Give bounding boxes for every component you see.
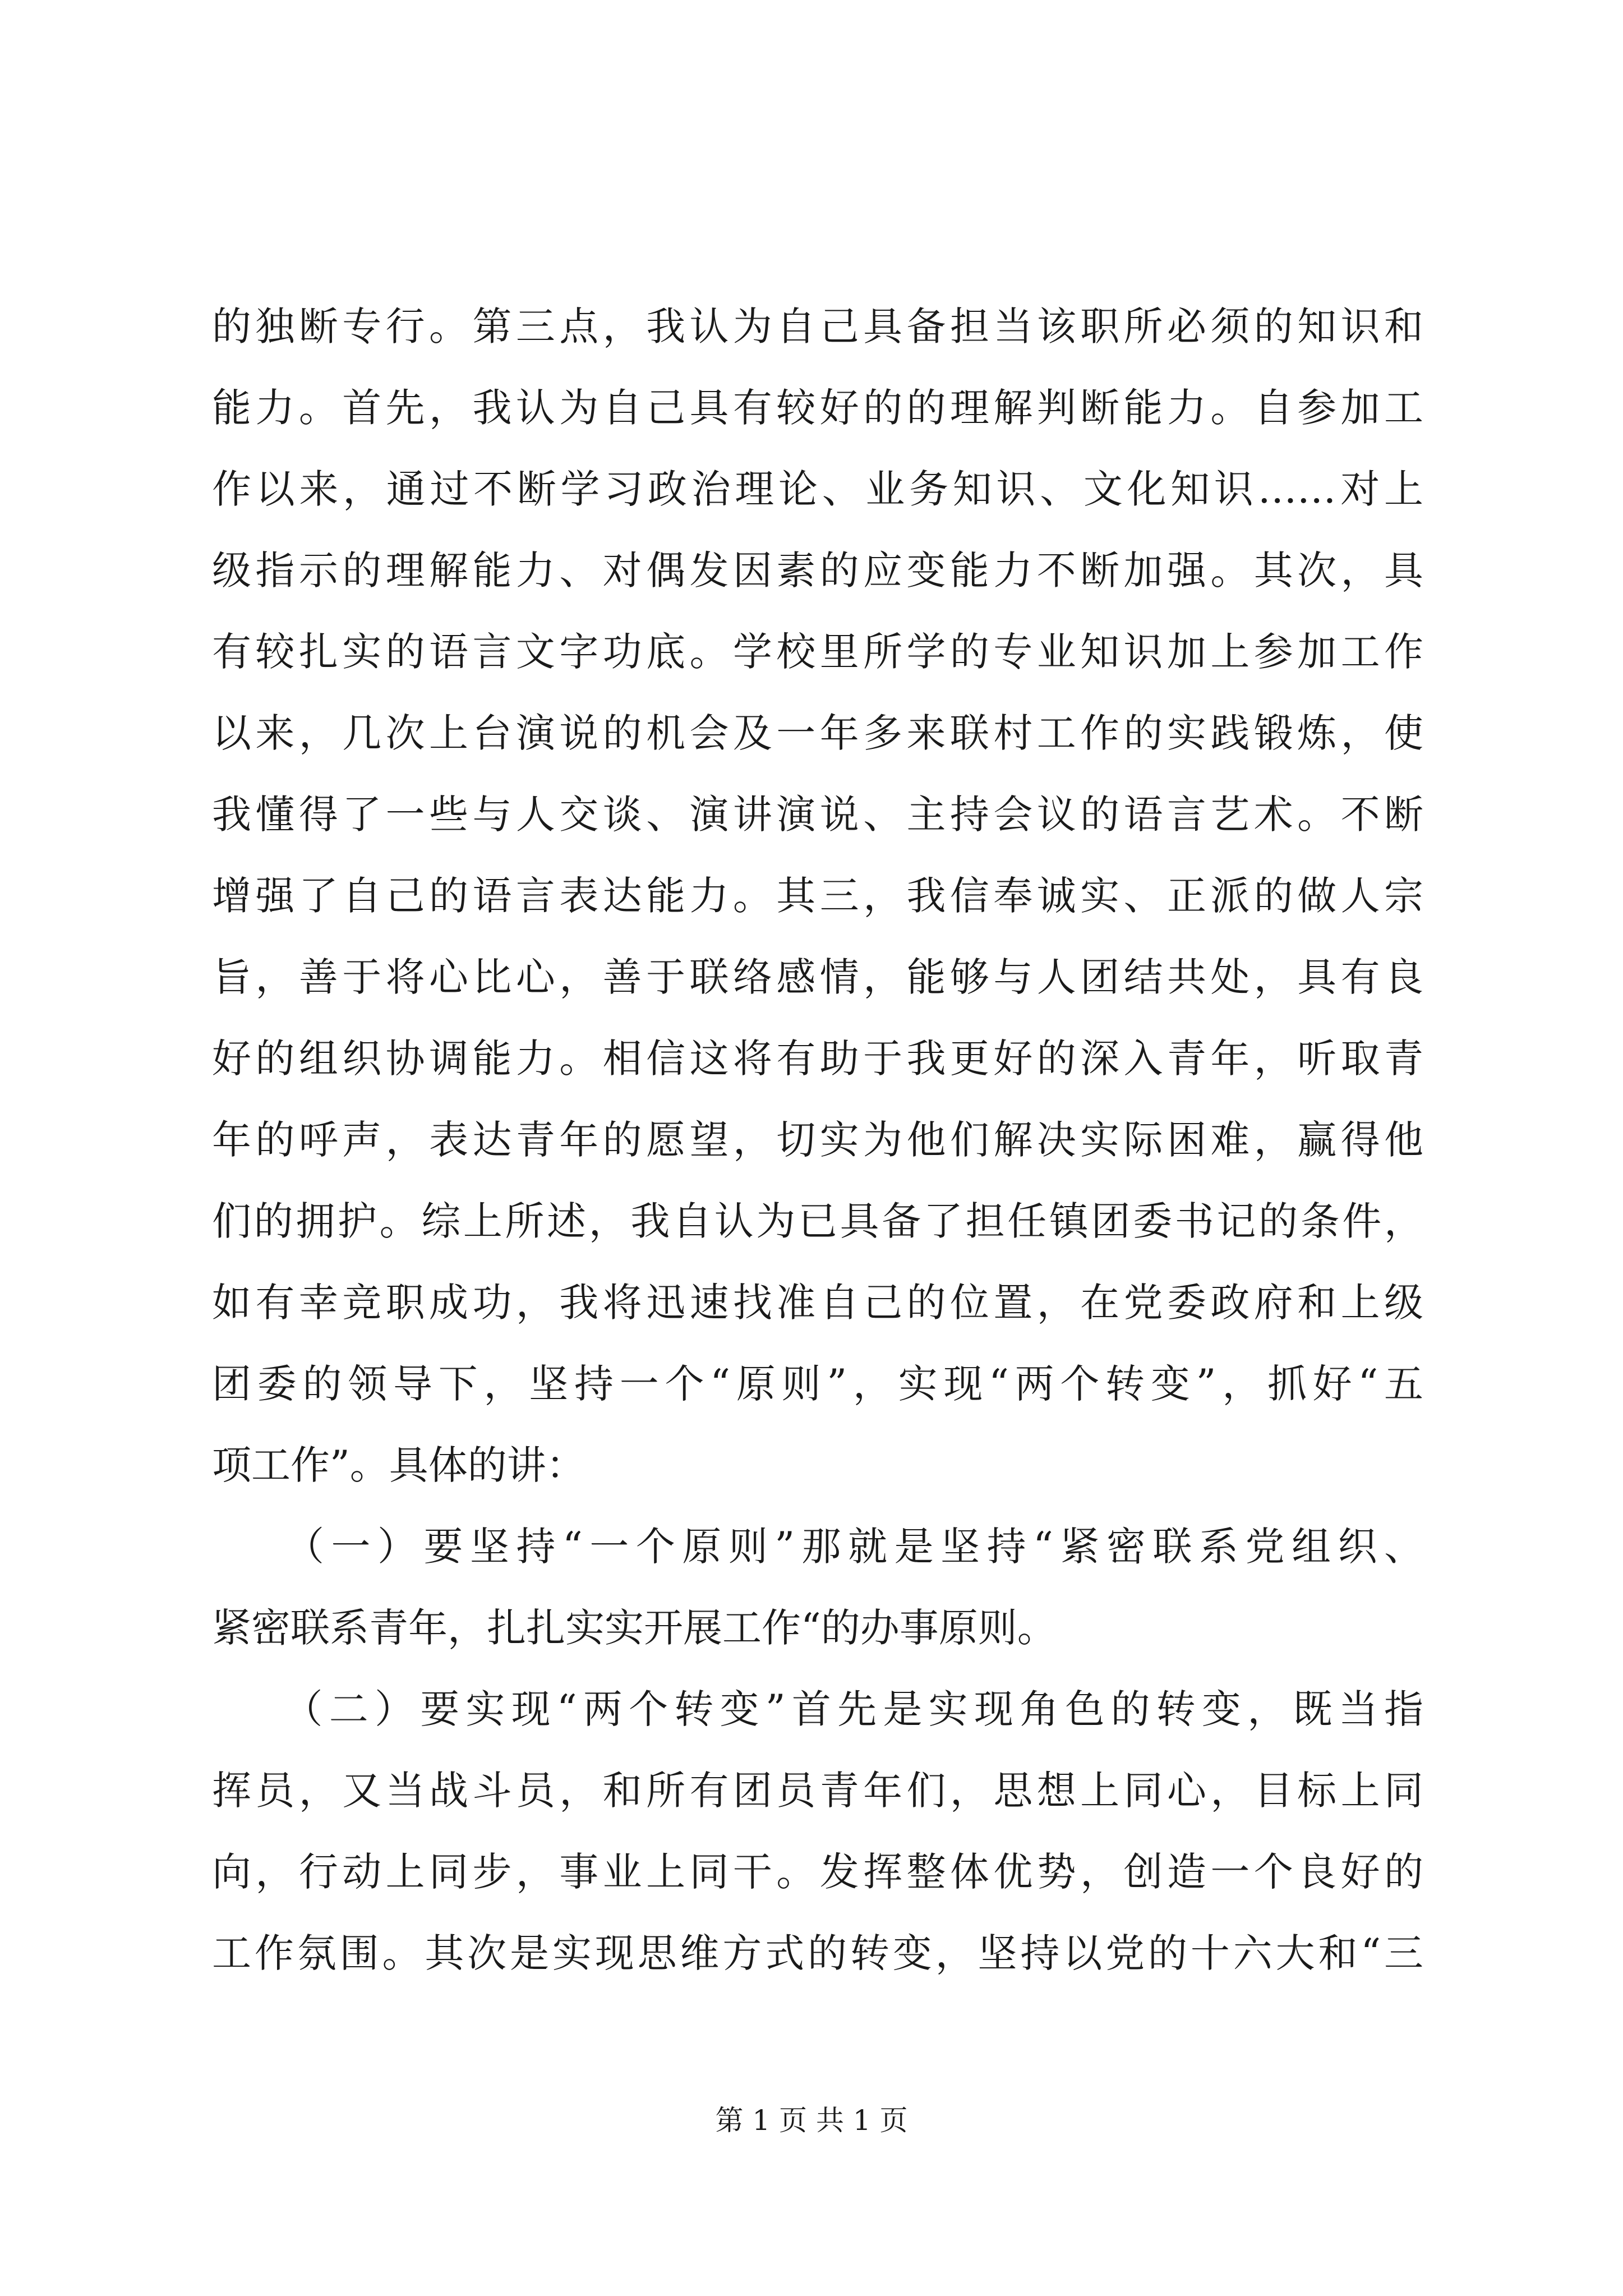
text-line: 的独断专行。第三点，我认为自己具备担当该职所必须的知识和 bbox=[212, 303, 1423, 349]
text-line: 紧密联系青年，扎扎实实开展工作“的办事原则。 bbox=[212, 1605, 1057, 1651]
text-line: 好的组织协调能力。相信这将有助于我更好的深入青年，听取青 bbox=[212, 1036, 1423, 1082]
text-line: 如有幸竞职成功，我将迅速找准自己的位置，在党委政府和上级 bbox=[212, 1280, 1423, 1326]
text-line: 工作氛围。其次是实现思维方式的转变，坚持以党的十六大和“三 bbox=[212, 1930, 1423, 1976]
body-text bbox=[212, 286, 1423, 1994]
text-line: 团委的领导下，坚持一个“原则”，实现“两个转变”，抓好“五 bbox=[212, 1361, 1423, 1407]
text-line: （一）要坚持“一个原则”那就是坚持“紧密联系党组织、 bbox=[212, 1524, 1423, 1570]
text-line: 能力。首先，我认为自己具有较好的的理解判断能力。自参加工 bbox=[212, 385, 1423, 431]
text-line: 有较扎实的语言文字功底。学校里所学的专业知识加上参加工作 bbox=[212, 629, 1423, 675]
text-line: 以来，几次上台演说的机会及一年多来联村工作的实践锻炼，使 bbox=[212, 710, 1423, 756]
text-line: 挥员，又当战斗员，和所有团员青年们，思想上同心，目标上同 bbox=[212, 1768, 1423, 1814]
text-line: 级指示的理解能力、对偶发因素的应变能力不断加强。其次，具 bbox=[212, 547, 1423, 593]
text-line: 项工作”。具体的讲： bbox=[212, 1442, 585, 1488]
text-line: 我懂得了一些与人交谈、演讲演说、主持会议的语言艺术。不断 bbox=[212, 792, 1423, 838]
text-line: 向，行动上同步，事业上同干。发挥整体优势，创造一个良好的 bbox=[212, 1849, 1423, 1895]
text-line: 旨，善于将心比心，善于联络感情，能够与人团结共处，具有良 bbox=[212, 954, 1423, 1000]
text-line: 增强了自己的语言表达能力。其三，我信奉诚实、正派的做人宗 bbox=[212, 873, 1423, 919]
page-footer: 第 1 页 共 1 页 bbox=[715, 2104, 908, 2137]
text-line: 们的拥护。综上所述，我自认为已具备了担任镇团委书记的条件， bbox=[212, 1198, 1423, 1244]
text-line: 年的呼声，表达青年的愿望，切实为他们解决实际困难，赢得他 bbox=[212, 1117, 1423, 1163]
text-line: 作以来，通过不断学习政治理论、业务知识、文化知识……对上 bbox=[212, 466, 1423, 512]
text-line: （二）要实现“两个转变”首先是实现角色的转变，既当指 bbox=[212, 1686, 1423, 1732]
